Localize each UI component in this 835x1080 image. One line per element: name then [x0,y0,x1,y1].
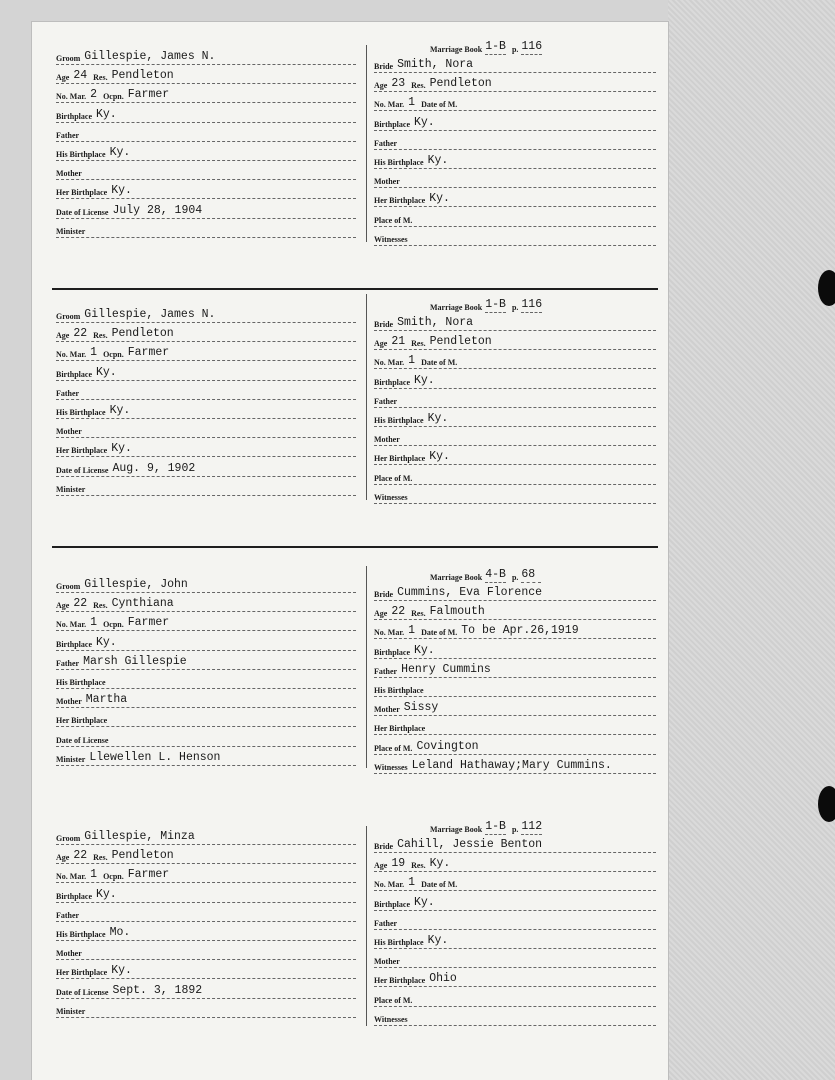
groom-field-row [56,728,356,747]
groom-birthplace-value: Ky. [96,107,117,121]
groom-res-label: Res. [93,331,108,341]
groom-age-label: Age [56,601,70,611]
bride-res-value: Falmouth [429,605,485,619]
groom-ocpn-value: Farmer [127,346,170,360]
bride-field-row [374,312,656,331]
marriage-book-label: Marriage Book [430,303,483,312]
groom-age-value: 22 [73,597,88,611]
groom-birthplace-value: Ky. [96,887,117,901]
groom-mother-label: Mother [56,697,82,707]
groom-father-label: Father [56,388,80,398]
groom-date-of-license-value: Sept. 3, 1892 [112,983,203,997]
bride-field-row [374,736,656,755]
bride-his-birthplace-value: Ky. [427,934,449,947]
bride-name-value: Smith, Nora [397,58,474,71]
groom-name-label: Groom [56,312,81,321]
bride-field-row [374,188,656,207]
bride-his-birthplace-label: His Birthplace [374,416,424,425]
bride-name-value: Smith, Nora [397,316,474,329]
bride-mother-label: Mother [374,435,400,445]
bride-father-label: Father [374,666,398,676]
groom-field-row [56,999,356,1018]
bride-res-label: Res. [411,339,426,349]
bride-field-row [374,949,656,968]
groom-birthplace-value: Ky. [96,635,117,649]
bride-field-row [374,716,656,735]
bride-name-value: Cahill, Jessie Benton [397,838,543,851]
bride-his-birthplace-label: His Birthplace [374,938,424,947]
bride-field-row [374,968,656,987]
groom-res-value: Pendleton [111,327,174,341]
groom-his-birthplace-label: His Birthplace [56,930,106,939]
groom-minister-label: Minister [56,484,86,494]
bride-date-of-m-value: To be Apr.26,1919 [461,624,579,638]
groom-date-of-license-label: Date of License [56,987,109,997]
bride-name-label: Bride [374,590,394,599]
groom-birthplace-label: Birthplace [56,111,92,121]
groom-his-birthplace-value: Mo. [109,926,131,939]
groom-her-birthplace-label: Her Birthplace [56,188,108,198]
punch-hole [818,786,835,822]
groom-res-value: Cynthiana [111,597,174,611]
groom-birthplace-label: Birthplace [56,369,92,379]
bride-witnesses-value: Leland Hathaway;Mary Cummins. [411,758,612,772]
bride-mother-label: Mother [374,705,400,715]
bride-field-row [374,389,656,408]
bride-father-label: Father [374,918,398,928]
groom-field-row [56,612,356,631]
bride-field-row [374,208,656,227]
groom-minister-value: Llewellen L. Henson [89,750,221,764]
bride-field-row [374,112,656,131]
page-label: p. [511,303,519,312]
groom-res-value: Pendleton [111,849,174,863]
groom-date-of-license-value: Aug. 9, 1902 [112,461,196,475]
groom-field-row [56,219,356,238]
bride-age-value: 21 [391,335,406,349]
groom-field-row [56,123,356,142]
groom-birthplace-value: Ky. [96,365,117,379]
groom-age-label: Age [56,853,70,863]
groom-res-label: Res. [93,73,108,83]
bride-no-mar-value: 1 [408,624,416,638]
bride-res-value: Pendleton [429,77,492,91]
bride-field-row [374,427,656,446]
bride-place-of-m-label: Place of M. [374,995,413,1005]
page-value: 112 [521,820,543,833]
bride-age-label: Age [374,861,388,871]
bride-no-mar-value: 1 [408,354,416,368]
groom-field-row [56,826,356,845]
bride-place-of-m-label: Place of M. [374,743,413,753]
marriage-book-ref [430,40,548,55]
bride-her-birthplace-label: Her Birthplace [374,454,426,464]
groom-field-row [56,708,356,727]
groom-minister-label: Minister [56,1006,86,1016]
marriage-book-ref [430,568,547,583]
page-value: 116 [521,40,543,53]
groom-name-label: Groom [56,834,81,843]
bride-witnesses-label: Witnesses [374,492,408,502]
groom-mother-label: Mother [56,427,82,437]
groom-field-row [56,689,356,708]
groom-field-row [56,632,356,651]
groom-field-row [56,980,356,999]
bride-field-row [374,659,656,678]
groom-age-value: 22 [73,849,88,863]
groom-her-birthplace-label: Her Birthplace [56,716,108,726]
groom-ocpn-value: Farmer [127,616,170,630]
groom-age-label: Age [56,73,70,83]
groom-no-mar-label: No. Mar. [56,92,87,102]
bride-father-value: Henry Cummins [401,662,491,676]
bride-age-label: Age [374,339,388,349]
bride-her-birthplace-label: Her Birthplace [374,976,426,986]
bride-date-of-m-label: Date of M. [421,628,458,638]
bride-birthplace-value: Ky. [414,115,435,129]
bride-field-row [374,1007,656,1026]
bride-no-mar-label: No. Mar. [374,100,405,110]
groom-field-row [56,65,356,84]
column-divider [366,826,367,1026]
bride-birthplace-value: Ky. [414,895,435,909]
groom-field-row [56,84,356,103]
groom-her-birthplace-value: Ky. [111,442,132,456]
bride-her-birthplace-value: Ohio [429,972,457,986]
page-label: p. [511,45,519,54]
bride-his-birthplace-value: Ky. [427,412,449,425]
bride-her-birthplace-value: Ky. [429,450,450,464]
groom-field-row [56,670,356,689]
bride-no-mar-label: No. Mar. [374,628,405,638]
bride-field-row [374,350,656,369]
marriage-book-label: Marriage Book [430,45,483,54]
page-value: 68 [521,568,541,583]
groom-ocpn-value: Farmer [127,868,170,882]
bride-birthplace-label: Birthplace [374,899,410,909]
bride-field-row [374,834,656,853]
bride-field-row [374,54,656,73]
bride-field-row [374,678,656,697]
groom-mother-label: Mother [56,169,82,179]
bride-field-row [374,872,656,891]
groom-field-row [56,747,356,766]
groom-ocpn-value: Farmer [127,88,170,102]
groom-age-label: Age [56,331,70,341]
bride-res-value: Pendleton [429,335,492,349]
bride-birthplace-label: Birthplace [374,377,410,387]
groom-ocpn-label: Ocpn. [103,872,124,882]
groom-field-row [56,400,356,419]
bride-field-row [374,601,656,620]
bride-field-row [374,485,656,504]
groom-field-row [56,864,356,883]
groom-field-row [56,362,356,381]
groom-field-row [56,477,356,496]
bride-field-row [374,370,656,389]
groom-ocpn-label: Ocpn. [103,350,124,360]
groom-minister-label: Minister [56,226,86,236]
groom-minister-label: Minister [56,754,86,764]
bride-age-label: Age [374,81,388,91]
groom-mother-label: Mother [56,949,82,959]
groom-field-row [56,104,356,123]
bride-place-of-m-label: Place of M. [374,215,413,225]
column-divider [366,566,367,768]
groom-father-label: Father [56,658,80,668]
bride-res-label: Res. [411,81,426,91]
bride-his-birthplace-label: His Birthplace [374,686,424,695]
bride-his-birthplace-value: Ky. [427,154,449,167]
bride-mother-label: Mother [374,957,400,967]
groom-his-birthplace-label: His Birthplace [56,150,106,159]
groom-field-row [56,304,356,323]
groom-field-row [56,142,356,161]
bride-date-of-m-label: Date of M. [421,880,458,890]
bride-field-row [374,92,656,111]
groom-field-row [56,438,356,457]
groom-res-label: Res. [93,601,108,611]
scan-margin [668,0,835,1080]
groom-name-value: Gillespie, James N. [84,50,216,63]
groom-birthplace-label: Birthplace [56,891,92,901]
bride-field-row [374,466,656,485]
groom-field-row [56,593,356,612]
bride-field-row [374,697,656,716]
groom-field-row [56,419,356,438]
bride-field-row [374,988,656,1007]
bride-no-mar-value: 1 [408,96,416,110]
groom-birthplace-label: Birthplace [56,639,92,649]
groom-date-of-license-label: Date of License [56,735,109,745]
marriage-book-label: Marriage Book [430,573,483,582]
bride-birthplace-label: Birthplace [374,119,410,129]
groom-field-row [56,574,356,593]
bride-witnesses-label: Witnesses [374,762,408,772]
bride-witnesses-label: Witnesses [374,234,408,244]
bride-field-row [374,892,656,911]
groom-no-mar-label: No. Mar. [56,872,87,882]
bride-date-of-m-label: Date of M. [421,358,458,368]
bride-no-mar-label: No. Mar. [374,358,405,368]
bride-father-label: Father [374,138,398,148]
groom-her-birthplace-label: Her Birthplace [56,968,108,978]
bride-field-row [374,582,656,601]
bride-his-birthplace-label: His Birthplace [374,158,424,167]
groom-age-value: 24 [73,69,88,83]
bride-age-value: 19 [391,857,406,871]
marriage-book-ref [430,298,548,313]
bride-field-row [374,620,656,639]
bride-field-row [374,930,656,949]
marriage-book-label: Marriage Book [430,825,483,834]
bride-witnesses-label: Witnesses [374,1014,408,1024]
groom-field-row [56,845,356,864]
groom-his-birthplace-value: Ky. [109,404,131,417]
groom-field-row [56,323,356,342]
groom-no-mar-value: 1 [90,616,98,630]
bride-age-value: 22 [391,605,406,619]
marriage-book-value: 1-B [485,40,506,53]
marriage-book-value: 4-B [485,568,506,581]
bride-date-of-m-label: Date of M. [421,100,458,110]
groom-field-row [56,46,356,65]
bride-birthplace-label: Birthplace [374,647,410,657]
bride-mother-value: Sissy [403,701,439,715]
groom-her-birthplace-value: Ky. [111,184,132,198]
bride-no-mar-label: No. Mar. [374,880,405,890]
bride-age-value: 23 [391,77,406,91]
groom-date-of-license-label: Date of License [56,207,109,217]
groom-father-value: Marsh Gillespie [83,654,187,668]
groom-no-mar-value: 1 [90,868,98,882]
page-label: p. [511,573,519,582]
groom-no-mar-value: 1 [90,346,98,360]
column-divider [366,45,367,242]
bride-place-of-m-label: Place of M. [374,473,413,483]
groom-name-label: Groom [56,582,81,591]
bride-father-label: Father [374,396,398,406]
bride-field-row [374,640,656,659]
bride-field-row [374,150,656,169]
groom-no-mar-label: No. Mar. [56,620,87,630]
groom-field-row [56,458,356,477]
groom-field-row [56,941,356,960]
marriage-book-value: 1-B [485,298,506,311]
groom-res-value: Pendleton [111,69,174,83]
bride-field-row [374,911,656,930]
column-divider [366,294,367,500]
bride-res-label: Res. [411,609,426,619]
bride-no-mar-value: 1 [408,876,416,890]
bride-field-row [374,853,656,872]
groom-no-mar-value: 2 [90,88,98,102]
bride-res-value: Ky. [429,857,451,871]
bride-field-row [374,73,656,92]
groom-field-row [56,200,356,219]
bride-birthplace-value: Ky. [414,643,435,657]
groom-field-row [56,651,356,670]
bride-field-row [374,408,656,427]
bride-field-row [374,331,656,350]
groom-field-row [56,903,356,922]
groom-father-label: Father [56,910,80,920]
bride-her-birthplace-value: Ky. [429,192,450,206]
page-value: 116 [521,298,543,311]
groom-mother-value: Martha [85,693,128,707]
bride-field-row [374,755,656,774]
groom-field-row [56,884,356,903]
groom-her-birthplace-label: Her Birthplace [56,446,108,456]
groom-ocpn-label: Ocpn. [103,620,124,630]
groom-name-label: Groom [56,54,81,63]
bride-her-birthplace-label: Her Birthplace [374,724,426,734]
groom-field-row [56,180,356,199]
groom-name-value: Gillespie, Minza [84,830,195,843]
groom-field-row [56,342,356,361]
groom-his-birthplace-value: Ky. [109,146,131,159]
bride-name-label: Bride [374,62,394,71]
bride-name-label: Bride [374,320,394,329]
groom-field-row [56,960,356,979]
groom-father-label: Father [56,130,80,140]
groom-his-birthplace-label: His Birthplace [56,678,106,687]
groom-field-row [56,922,356,941]
groom-name-value: Gillespie, James N. [84,308,216,321]
page-label: p. [511,825,519,834]
groom-field-row [56,161,356,180]
bride-field-row [374,169,656,188]
bride-res-label: Res. [411,861,426,871]
groom-date-of-license-value: July 28, 1904 [112,203,203,217]
punch-hole [818,270,835,306]
card-divider [52,546,658,548]
groom-field-row [56,381,356,400]
bride-place-of-m-value: Covington [416,739,479,753]
groom-her-birthplace-value: Ky. [111,964,132,978]
bride-age-label: Age [374,609,388,619]
groom-his-birthplace-label: His Birthplace [56,408,106,417]
bride-her-birthplace-label: Her Birthplace [374,196,426,206]
groom-no-mar-label: No. Mar. [56,350,87,360]
marriage-book-ref [430,820,548,835]
groom-name-value: Gillespie, John [84,578,188,591]
bride-birthplace-value: Ky. [414,373,435,387]
groom-res-label: Res. [93,853,108,863]
marriage-book-value: 1-B [485,820,506,833]
bride-field-row [374,131,656,150]
bride-field-row [374,227,656,246]
groom-age-value: 22 [73,327,88,341]
groom-ocpn-label: Ocpn. [103,92,124,102]
card-divider [52,288,658,290]
bride-mother-label: Mother [374,177,400,187]
bride-name-value: Cummins, Eva Florence [397,586,543,599]
groom-date-of-license-label: Date of License [56,465,109,475]
bride-field-row [374,446,656,465]
bride-name-label: Bride [374,842,394,851]
